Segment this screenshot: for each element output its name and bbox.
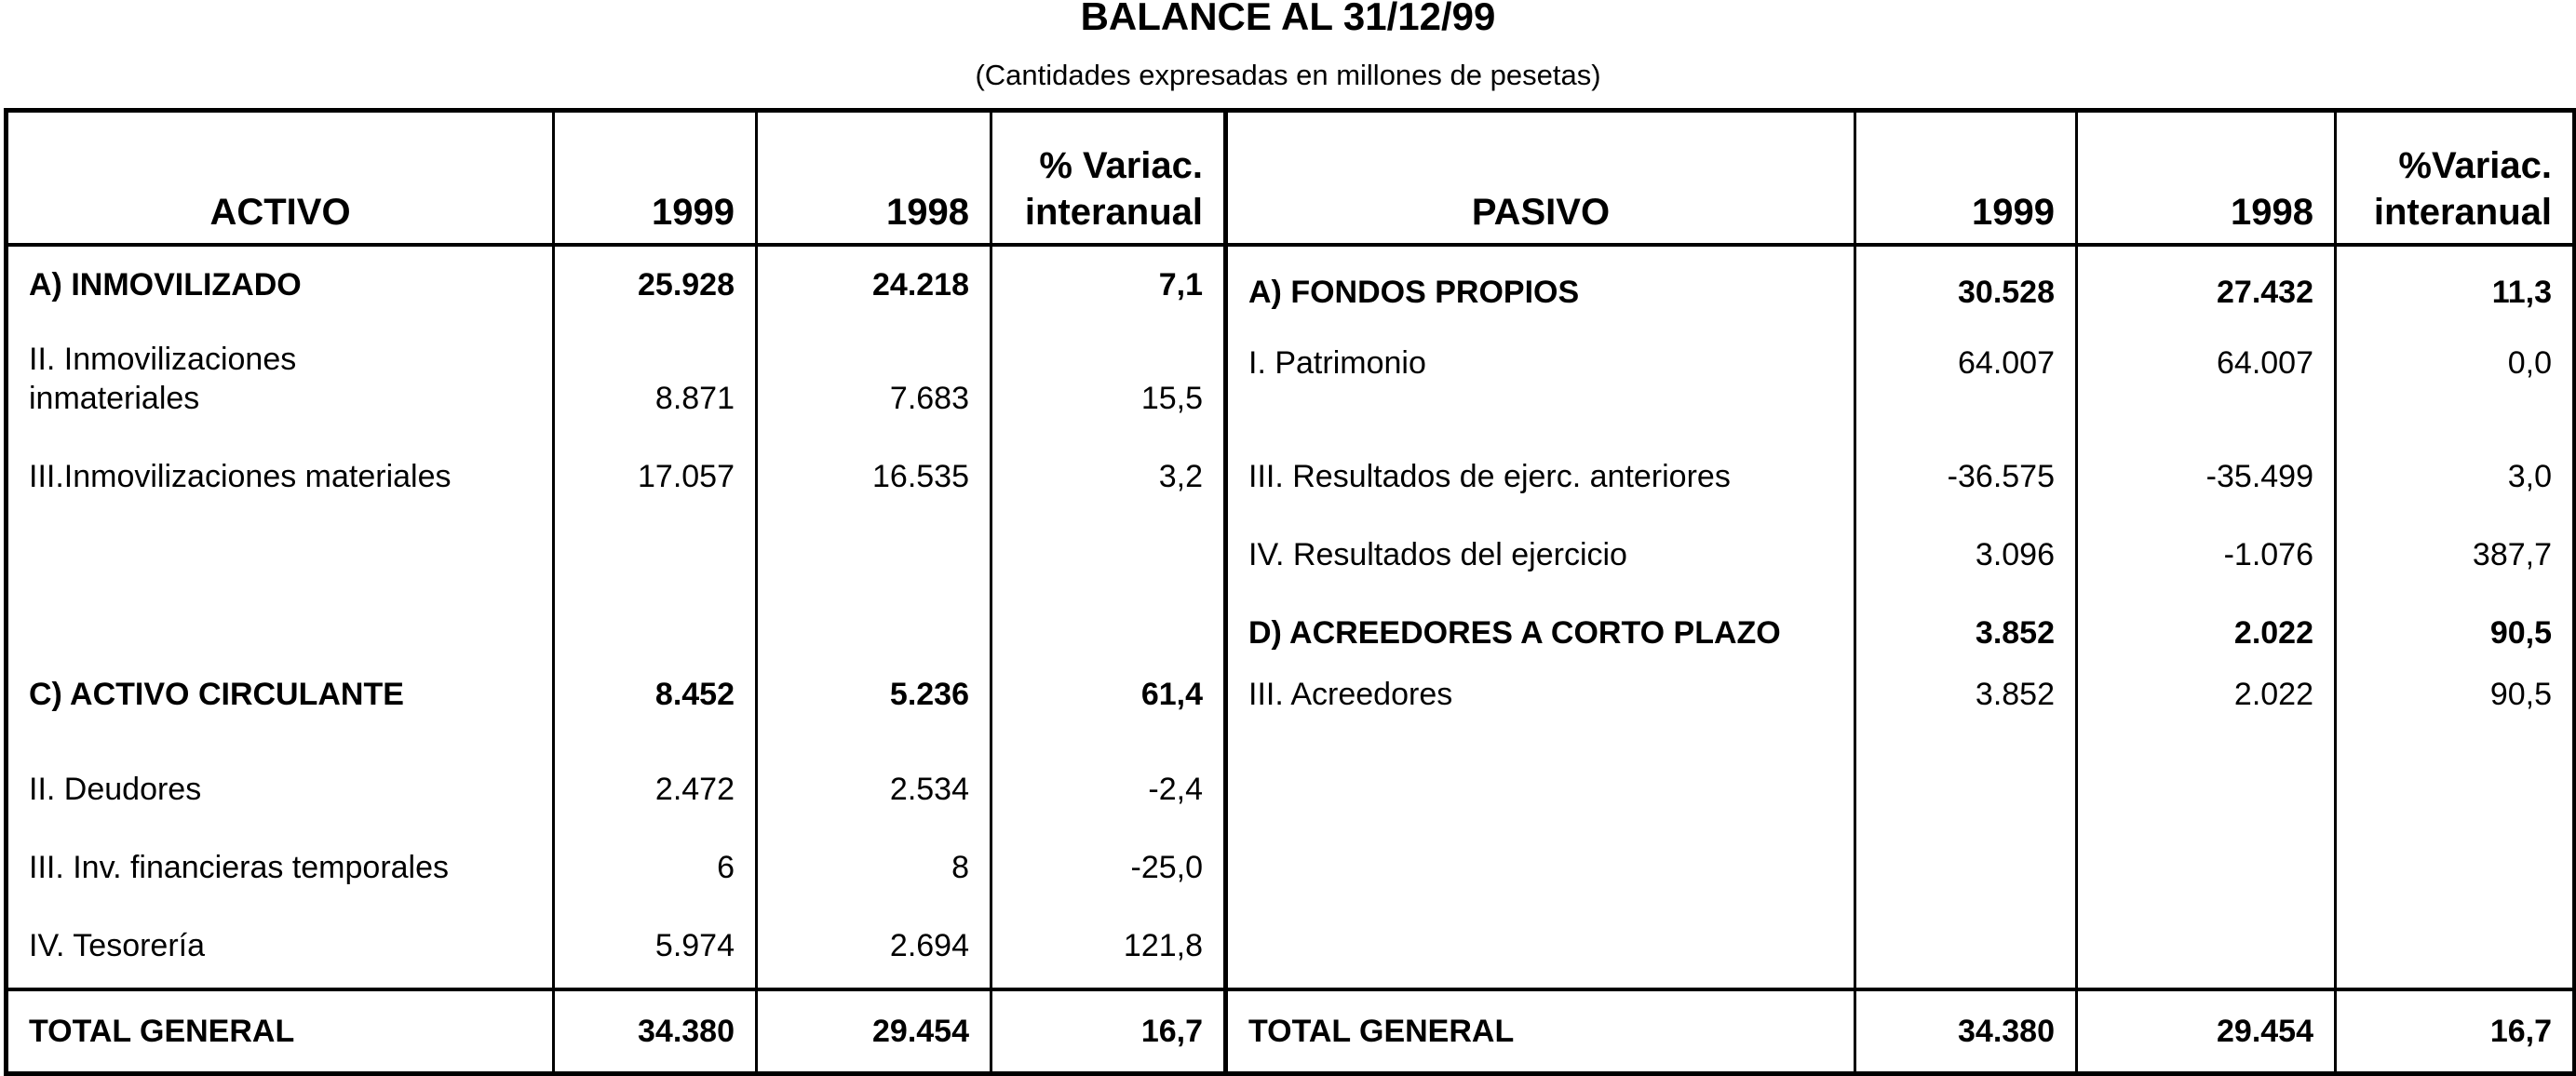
activo-1998: 2.534 [757, 751, 991, 829]
activo-variation [991, 517, 1226, 595]
activo-1998: 24.218 [757, 245, 991, 321]
pasivo-1998: 64.007 [2077, 321, 2336, 438]
activo-1999: 5.974 [554, 908, 757, 989]
pasivo-1999 [1855, 908, 2077, 989]
pasivo-1998 [2077, 829, 2336, 908]
activo-1998: 2.694 [757, 908, 991, 989]
activo-variation [991, 595, 1226, 673]
pasivo-1999 [1855, 751, 2077, 829]
pasivo-variation: 3,0 [2336, 438, 2575, 517]
table-row [7, 438, 2575, 517]
activo-variation: 3,2 [991, 438, 1226, 517]
activo-variation: 15,5 [991, 321, 1226, 438]
pasivo-1999: 3.852 [1855, 673, 2077, 751]
activo-1999: 6 [554, 829, 757, 908]
pasivo-label: IV. Resultados del ejercicio [1226, 517, 1855, 595]
activo-1998: 16.535 [757, 438, 991, 517]
pasivo-variation: 0,0 [2336, 321, 2575, 438]
header-pvariation-line1: %Variac. [2398, 144, 2552, 186]
pasivo-total-1998: 29.454 [2077, 989, 2336, 1074]
pasivo-variation [2336, 751, 2575, 829]
activo-variation: 61,4 [991, 673, 1226, 751]
pasivo-1998: 2.022 [2077, 673, 2336, 751]
header-activo-1998: 1998 [757, 111, 991, 245]
header-variation-line2: interanual [1024, 191, 1203, 233]
pasivo-label [1226, 829, 1855, 908]
activo-1998 [757, 517, 991, 595]
table-row [7, 517, 2575, 595]
table-row [7, 673, 2575, 751]
activo-1999: 2.472 [554, 751, 757, 829]
activo-1998: 5.236 [757, 673, 991, 751]
pasivo-1998: -35.499 [2077, 438, 2336, 517]
pasivo-1999: 30.528 [1855, 245, 2077, 321]
table-row [7, 595, 2575, 673]
activo-label: A) INMOVILIZADO [7, 245, 554, 321]
pasivo-1998: 2.022 [2077, 595, 2336, 673]
activo-label [7, 517, 554, 595]
activo-1999 [554, 595, 757, 673]
header-variation-line1: % Variac. [1039, 144, 1203, 186]
pasivo-label: III. Acreedores [1226, 673, 1855, 751]
pasivo-1998 [2077, 908, 2336, 989]
pasivo-label: D) ACREEDORES A CORTO PLAZO [1226, 595, 1855, 673]
activo-label [7, 595, 554, 673]
table-row [7, 245, 2575, 321]
header-activo-1999: 1999 [554, 111, 757, 245]
table-row [7, 908, 2575, 989]
pasivo-1999: 64.007 [1855, 321, 2077, 438]
pasivo-total-variation: 16,7 [2336, 989, 2575, 1074]
table-row [7, 829, 2575, 908]
activo-label-line2: inmateriales [29, 380, 200, 416]
header-pasivo-variation [2336, 111, 2575, 245]
activo-1999: 8.871 [554, 321, 757, 438]
pasivo-variation: 11,3 [2336, 245, 2575, 321]
activo-label: II. Deudores [7, 751, 554, 829]
activo-variation: 7,1 [991, 245, 1226, 321]
activo-label: C) ACTIVO CIRCULANTE [7, 673, 554, 751]
pasivo-1999: -36.575 [1855, 438, 2077, 517]
header-pvariation-line2: interanual [2373, 191, 2552, 233]
activo-1999: 8.452 [554, 673, 757, 751]
header-activo: ACTIVO [7, 111, 554, 245]
table-row [7, 751, 2575, 829]
page-title: BALANCE AL 31/12/99 [1080, 0, 1496, 38]
pasivo-label: III. Resultados de ejerc. anteriores [1226, 438, 1855, 517]
activo-label: III.Inmovilizaciones materiales [7, 438, 554, 517]
header-pasivo-1998: 1998 [2077, 111, 2336, 245]
page-subtitle: (Cantidades expresadas en millones de pesetas) [975, 59, 1601, 91]
balance-table [4, 108, 2576, 1076]
activo-total-1998: 29.454 [757, 989, 991, 1074]
activo-total-label: TOTAL GENERAL [7, 989, 554, 1074]
activo-variation: -25,0 [991, 829, 1226, 908]
activo-variation: -2,4 [991, 751, 1226, 829]
activo-1999: 17.057 [554, 438, 757, 517]
pasivo-label: I. Patrimonio [1226, 321, 1855, 438]
pasivo-variation: 387,7 [2336, 517, 2575, 595]
activo-1999 [554, 517, 757, 595]
header-pasivo-1999: 1999 [1855, 111, 2077, 245]
pasivo-1999 [1855, 829, 2077, 908]
pasivo-variation [2336, 829, 2575, 908]
activo-1998 [757, 595, 991, 673]
pasivo-variation: 90,5 [2336, 673, 2575, 751]
pasivo-total-1999: 34.380 [1855, 989, 2077, 1074]
activo-label [7, 321, 554, 438]
activo-1998: 7.683 [757, 321, 991, 438]
pasivo-label: A) FONDOS PROPIOS [1226, 245, 1855, 321]
table-row [7, 321, 2575, 438]
pasivo-label [1226, 908, 1855, 989]
pasivo-1998: -1.076 [2077, 517, 2336, 595]
pasivo-variation: 90,5 [2336, 595, 2575, 673]
activo-1998: 8 [757, 829, 991, 908]
pasivo-1998 [2077, 751, 2336, 829]
pasivo-1999: 3.096 [1855, 517, 2077, 595]
activo-label: III. Inv. financieras temporales [7, 829, 554, 908]
activo-1999: 25.928 [554, 245, 757, 321]
total-row [7, 989, 2575, 1074]
pasivo-label [1226, 751, 1855, 829]
activo-total-variation: 16,7 [991, 989, 1226, 1074]
activo-variation: 121,8 [991, 908, 1226, 989]
pasivo-variation [2336, 908, 2575, 989]
header-activo-variation [991, 111, 1226, 245]
pasivo-total-label: TOTAL GENERAL [1226, 989, 1855, 1074]
header-row [7, 111, 2575, 245]
activo-label-line1: II. Inmovilizaciones [29, 341, 297, 377]
pasivo-1998: 27.432 [2077, 245, 2336, 321]
activo-label: IV. Tesorería [7, 908, 554, 989]
header-pasivo: PASIVO [1226, 111, 1855, 245]
activo-total-1999: 34.380 [554, 989, 757, 1074]
pasivo-1999: 3.852 [1855, 595, 2077, 673]
